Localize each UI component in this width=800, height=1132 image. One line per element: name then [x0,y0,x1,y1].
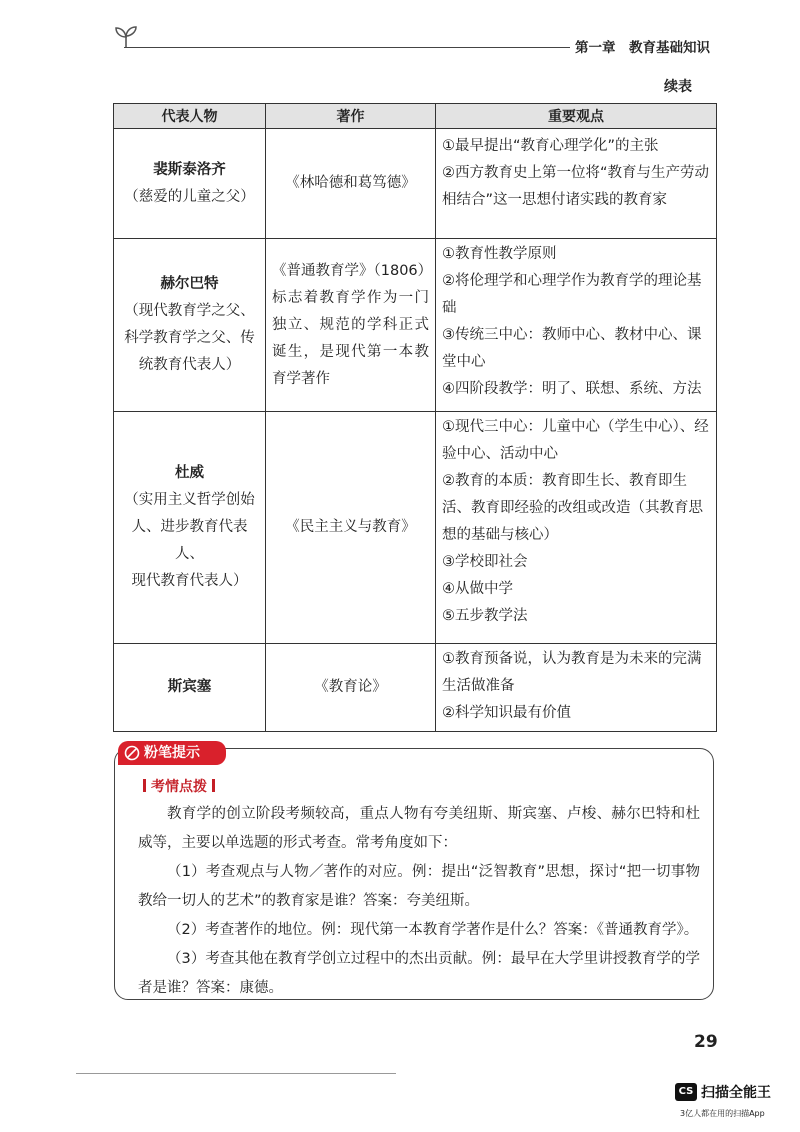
work-cell [266,412,436,644]
tip-paragraph: 教育学的创立阶段考频较高，重点人物有夸美纽斯、斯宾塞、卢梭、赫尔巴特和杜威等，主要以单选题的形式考查。常考角度如下： [138,806,700,851]
work-cell [266,644,436,732]
view-item: ①教育性教学原则 [442,246,557,262]
table-row [114,644,717,732]
table-header-row [114,104,717,129]
views-cell [436,644,717,732]
person-name: 斯宾塞 [167,679,212,695]
column-header: 代表人物 [114,104,266,129]
view-item: ⑤五步教学法 [442,608,528,624]
person-title: （现代教育学之父、 [124,303,255,319]
camscanner-name: 扫描全能王 [701,1085,771,1101]
table-row [114,412,717,644]
view-item: ②西方教育史上第一位将“教育与生产劳动相结合”这一思想付诸实践的教育家 [442,165,710,208]
person-title: （慈爱的儿童之父） [124,188,255,205]
subheading-bar-left [143,779,146,792]
tip-paragraph: （3）考查其他在教育学创立过程中的杰出贡献。例：最早在大学里讲授教育学的学者是谁？答案：康德。 [138,951,700,996]
person-name: 赫尔巴特 [160,276,219,292]
educators-table [113,103,717,732]
work-title: 《民主主义与教育》 [285,519,416,535]
person-cell [114,129,266,239]
views-cell [436,239,717,412]
page-number: 29 [694,1032,718,1052]
views-cell [436,412,717,644]
view-item: ①教育预备说，认为教育是为未来的完满生活做准备 [442,651,702,694]
camscanner-slogan: 3亿人都在用的扫描App [680,1109,765,1118]
subheading-bar-right [212,779,215,792]
work-title: 《教育论》 [314,679,387,695]
view-item: ②科学知识最有价值 [442,705,571,721]
camscanner-logo: CS [675,1083,697,1101]
view-item: ④四阶段教学：明了、联想、系统、方法 [442,381,702,397]
tip-paragraph: （1）考查观点与人物／著作的对应。例：提出“泛智教育”思想，探讨“把一切事物教给一切人的艺术”的教育家是谁？答案：夸美纽斯。 [138,864,700,909]
person-title: 统教育代表人） [138,357,241,373]
table-row [114,129,717,239]
work-cell [266,129,436,239]
person-cell [114,412,266,644]
view-item: ①现代三中心：儿童中心（学生中心）、经验中心、活动中心 [442,419,709,462]
view-item: ③传统三中心：教师中心、教材中心、课堂中心 [442,327,702,370]
continued-label: 续表 [664,79,692,95]
view-item: ③学校即社会 [442,554,528,570]
tip-tab-label: 粉笔提示 [144,745,200,761]
work-cell [266,239,436,412]
chapter-title: 第一章 教育基础知识 [575,40,710,56]
person-cell [114,239,266,412]
work-title: 《林哈德和葛笃德》 [285,175,416,191]
view-item: ②将伦理学和心理学作为教育学的理论基础 [442,273,702,316]
tip-body [138,800,700,1003]
footer-rule [76,1073,396,1074]
tip-paragraph: （2）考查著作的地位。例：现代第一本教育学著作是什么？答案：《普通教育学》。 [167,922,699,938]
views-cell [436,129,717,239]
chalk-icon [124,745,140,761]
person-title: 人、进步教育代表人、 [131,519,248,562]
header-rule [124,47,570,48]
work-title: 《普通教育学》（1806） [272,262,433,279]
tip-subheading [138,776,220,796]
person-name: 裴斯泰洛齐 [153,161,226,178]
work-note: 标志着教育学作为一门独立、规范的学科正式诞生，是现代第一本教育学著作 [272,289,429,387]
person-title: （实用主义哲学创始 [124,492,255,508]
view-item: ④从做中学 [442,581,513,597]
subheading-text: 考情点拨 [151,779,207,795]
column-header: 著作 [266,104,436,129]
person-title: 科学教育学之父、传 [124,330,255,346]
person-cell [114,644,266,732]
table-row [114,239,717,412]
tip-tab [118,741,226,765]
view-item: ①最早提出“教育心理学化”的主张 [442,138,659,154]
view-item: ②教育的本质：教育即生长、教育即生活、教育即经验的改组或改造（其教育思想的基础与核心） [442,473,703,543]
person-title: 现代教育代表人） [131,573,248,589]
column-header: 重要观点 [436,104,717,129]
person-name: 杜威 [175,465,204,481]
